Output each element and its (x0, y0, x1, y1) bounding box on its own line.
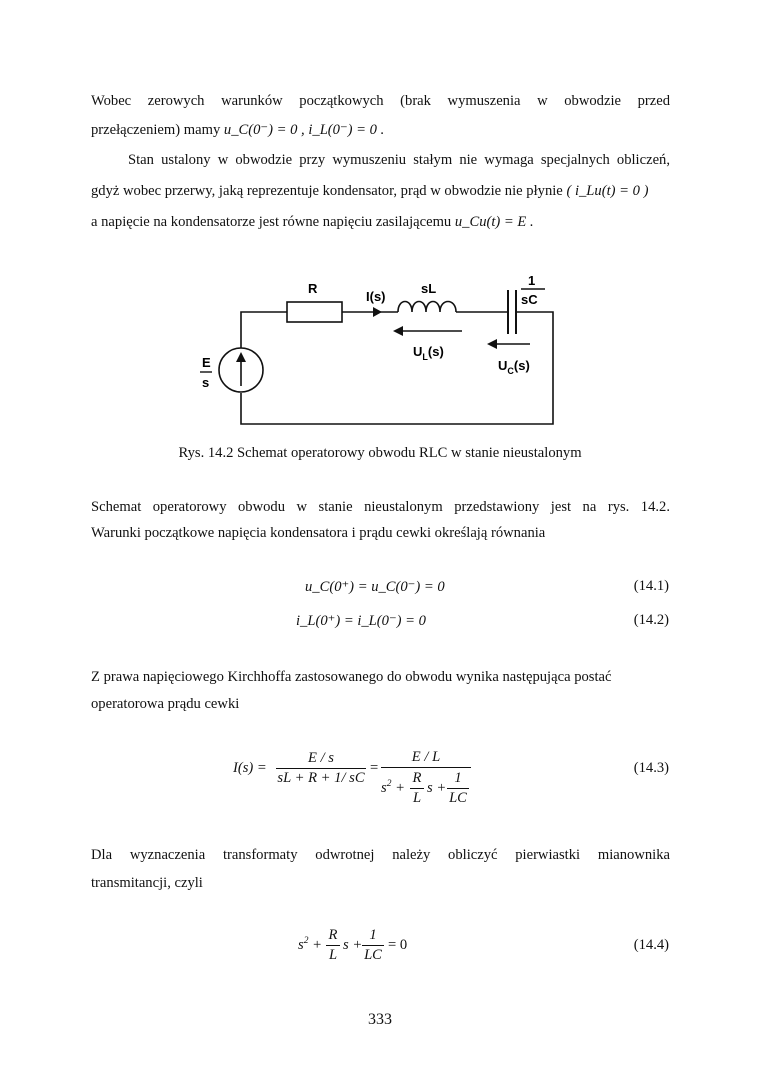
eq3-den-s-plus: s + (427, 780, 447, 796)
para1-math-text: u_C(0⁻) = 0 , i_L(0⁻) = 0 . (223, 122, 385, 138)
ul-sub: L (422, 352, 428, 362)
eq4-rhs: = 0 (388, 937, 408, 953)
eq3-f2-num: E / L (411, 749, 441, 765)
para2-line3-math: u_Cu(t) = E . (454, 214, 534, 230)
para2-line2-prefix: gdyż wobec przerwy, jaką reprezentuje kondensator, prąd w obwodzie nie płynie (91, 183, 563, 199)
para1-line2-prefix: przełączeniem) mamy (91, 122, 221, 138)
ul-tail: (s) (427, 344, 444, 359)
para4-line2: operatorowa prądu cewki (91, 696, 240, 712)
para1-line2 (91, 120, 670, 140)
eq3-den-rl-line (410, 788, 424, 789)
label-r: R (308, 281, 318, 296)
current-arrowhead (373, 307, 382, 317)
figure-caption: Rys. 14.2 Schemat operatorowy obwodu RLC w stanie nieustalonym (178, 445, 582, 461)
uc-sub: C (507, 366, 514, 376)
para4-line1: Z prawa napięciowego Kirchhoffa zastosowanego do obwodu wynika następująca postać (91, 669, 612, 685)
label-cap-den: sC (521, 292, 538, 307)
label-cap-num: 1 (528, 273, 536, 288)
eq3-f2-den: $s^2$ + (381, 779, 405, 796)
para5-line2: transmitancji, czyli (91, 875, 203, 891)
ul-main: U (413, 344, 423, 359)
eq3-den-lc: LC (449, 790, 467, 806)
label-i: I(s) (366, 289, 386, 304)
uc-arrowhead (487, 339, 497, 349)
label-s: s (202, 375, 210, 390)
para1-line1: Wobec zerowych warunków początkowych (brak wymuszenia w obwodzie przed (91, 93, 670, 109)
eq4-lc: LC (364, 947, 382, 963)
eq4-s2: $s^2$ + (298, 936, 322, 953)
label-e: E (202, 355, 211, 370)
equation-14-2: i_L(0⁺) = i_L(0⁻) = 0 (296, 613, 426, 629)
para1-line2-math (224, 122, 384, 138)
eq3-lhs: I(s) = (233, 760, 267, 776)
para3-line2: Warunki początkowe napięcia kondensatora i prądu cewki określają równania (91, 525, 546, 541)
eq3-f2-line (381, 767, 471, 768)
eq4-rl-line (326, 945, 340, 946)
eq3-f1-num: E / s (308, 750, 334, 766)
ul-arrowhead (393, 326, 403, 336)
para2-line3 (91, 212, 670, 232)
para2-line3-prefix: a napięcie na kondensatorze jest równe napięciu zasilającemu (91, 214, 452, 230)
eq3-den-lc-line (447, 788, 469, 789)
equation-14-2-number: (14.2) (633, 612, 669, 628)
label-sl: sL (421, 281, 437, 296)
inductor (398, 302, 456, 313)
label-uc (498, 358, 530, 376)
uc-main: U (498, 358, 508, 373)
eq4-r: R (328, 927, 338, 943)
eq4-l: L (328, 947, 338, 963)
equation-14-3-number: (14.3) (633, 760, 669, 776)
label-ul (413, 344, 444, 362)
eq3-den-l: L (412, 790, 422, 806)
equation-14-1-number: (14.1) (633, 578, 669, 594)
page-number: 333 (368, 1011, 392, 1028)
eq3-den-r: R (412, 770, 422, 786)
eq4-lc-line (362, 945, 384, 946)
equation-14-1: u_C(0⁺) = u_C(0⁻) = 0 (305, 579, 445, 595)
eq4-s-plus: s + (343, 937, 363, 953)
uc-tail: (s) (513, 358, 530, 373)
source-arrowhead (236, 352, 246, 362)
eq3-equals: = (370, 760, 379, 776)
eq3-f1-den: sL + R + 1/ sC (277, 770, 365, 786)
rlc-circuit-diagram (0, 260, 760, 440)
para3-line1: Schemat operatorowy obwodu w stanie nieustalonym przedstawiony jest na rys. 14.2. (91, 499, 670, 515)
para5-line1: Dla wyznaczenia transformaty odwrotnej należy obliczyć pierwiastki mianownika (91, 847, 670, 863)
wire-left-top (241, 312, 287, 348)
para2-line2 (91, 181, 670, 201)
resistor (287, 302, 342, 322)
equation-14-4-number: (14.4) (633, 937, 669, 953)
para2-line2-math: ( i_Lu(t) = 0 ) (566, 183, 649, 199)
eq4-one: 1 (369, 927, 377, 943)
para2-line1: Stan ustalony w obwodzie przy wymuszeniu stałym nie wymaga specjalnych obliczeń, (128, 152, 670, 168)
eq3-den-one: 1 (454, 770, 462, 786)
eq3-f1-line (276, 768, 366, 769)
